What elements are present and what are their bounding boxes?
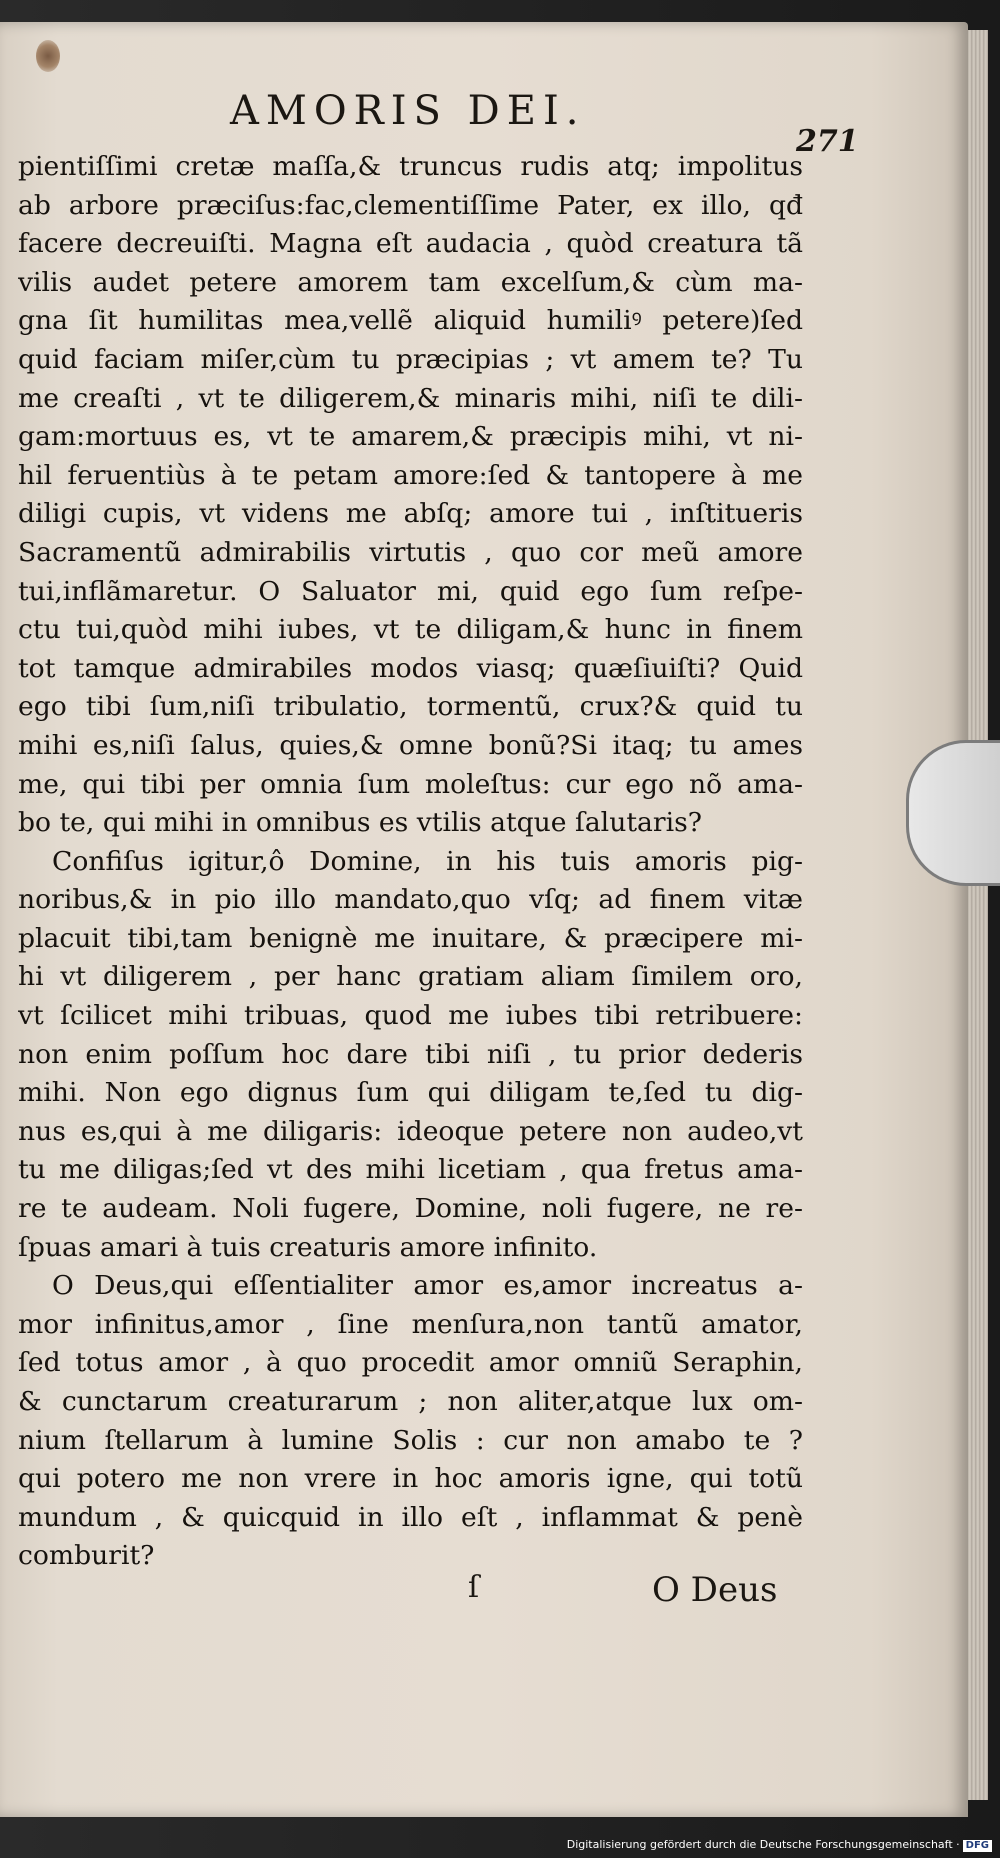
page-footer — [0, 1570, 968, 1630]
running-title: AMORIS DEI. — [230, 88, 586, 134]
text-line: placuit tibi,tam benignè me inuitare, & præcipere mi- — [18, 922, 803, 954]
text-line: ego tibi ſum,niſi tribulatio, tormentũ, crux?& quid tu — [18, 691, 803, 723]
text-line: Sacramentũ admirabilis virtutis , quo cor meũ amore — [18, 536, 803, 568]
text-line: tu me diligas;ſed vt des mihi licetiam , qua fretus ama- — [18, 1154, 803, 1186]
paragraph — [18, 1267, 803, 1568]
text-line: re te audeam. Noli fugere, Domine, noli fugere, ne re- — [18, 1193, 803, 1225]
ink-stain — [36, 40, 60, 72]
text-line: vt ſcilicet mihi tribuas, quod me iubes tibi retribuere: — [18, 1000, 803, 1032]
catchword: O Deus — [652, 1570, 778, 1610]
paragraph — [18, 148, 803, 843]
text-line: ſpuas amari à tuis creaturis amore infinito. — [18, 1231, 598, 1263]
text-line: tot tamque admirabiles modos viasq; quæſiuiſti? Quid — [18, 652, 803, 684]
text-line: Confiſus igitur,ô Domine, in his tuis amoris pig- — [52, 845, 803, 877]
text-line: tui,inflãmaretur. O Saluator mi, quid ego ſum reſpe- — [18, 575, 803, 607]
text-line: me, qui tibi per omnia ſum moleſtus: cur ego nõ ama- — [18, 768, 803, 800]
text-line: & cunctarum creaturarum ; non aliter,atque lux om- — [18, 1386, 803, 1417]
text-line: O Deus,qui eſſentialiter amor es,amor increatus a- — [52, 1270, 803, 1302]
page-edges — [968, 30, 988, 1800]
bookmark-slip — [906, 740, 1000, 886]
text-line: gna ſit humilitas mea,vellẽ aliquid humiliꝰ petere)ſed — [18, 305, 803, 337]
paragraph — [18, 843, 803, 1268]
text-line: facere decreuiſti. Magna eſt audacia , quòd creatura tã — [18, 228, 803, 260]
text-line: nium ſtellarum à lumine Solis : cur non amabo te ? — [18, 1424, 803, 1456]
credit-text: Digitalisierung gefördert durch die Deutsche Forschungsgemeinschaft · — [566, 1838, 960, 1851]
text-line: ab arbore præciſus:fac,clementiſſime Pater, ex illo, qđ — [18, 189, 803, 221]
page-header — [0, 88, 968, 159]
paragraphs — [18, 148, 803, 1568]
text-line: mihi es,niſi ſalus, quies,& omne bonũ?Si itaq; tu ames — [18, 729, 803, 761]
text-line: pientiſſimi cretæ maſſa,& truncus rudis atq; impolitus — [18, 151, 803, 182]
digitization-credit — [567, 1838, 992, 1852]
text-line: gam:mortuus es, vt te amarem,& præcipis mihi, vt ni- — [18, 421, 803, 453]
text-line: mihi. Non ego dignus ſum qui diligam te,ſed tu dig- — [18, 1077, 803, 1109]
text-line: nus es,qui à me diligaris: ideoque petere non audeo,vt — [18, 1115, 803, 1147]
text-line: bo te, qui mihi in omnibus es vtilis atque ſalutaris? — [18, 807, 702, 839]
text-line: ctu tui,quòd mihi iubes, vt te diligam,& hunc in finem — [18, 614, 803, 646]
text-line: mor infinitus,amor , ſine menſura,non tantũ amator, — [18, 1308, 803, 1340]
text-line: comburit? — [18, 1540, 155, 1568]
page-number: 271 — [796, 124, 859, 159]
text-line: noribus,& in pio illo mandato,quo vſq; ad finem vitæ — [18, 884, 803, 916]
body-text — [18, 148, 803, 1568]
text-line: quid faciam miſer,cùm tu præcipias ; vt amem te? Tu — [18, 343, 803, 375]
text-line: non enim poſſum hoc dare tibi niſi , tu prior dederis — [18, 1038, 803, 1070]
text-line: qui potero me non vrere in hoc amoris igne, qui totũ — [18, 1463, 803, 1495]
text-line: vilis audet petere amorem tam excelſum,& cùm ma- — [18, 266, 803, 298]
signature-mark: ſ — [468, 1570, 480, 1605]
text-line: ſed totus amor , à quo procedit amor omniũ Seraphin, — [18, 1347, 803, 1379]
dfg-logo: DFG — [963, 1840, 992, 1852]
text-line: hi vt diligerem , per hanc gratiam aliam ſimilem oro, — [18, 961, 803, 993]
text-line: me creaſti , vt te diligerem,& minaris mihi, niſi te dili- — [18, 382, 803, 414]
text-line: mundum , & quicquid in illo eſt , inflammat & penè — [18, 1501, 803, 1533]
text-line: hil feruentiùs à te petam amore:ſed & tantopere à me — [18, 459, 803, 491]
text-line: diligi cupis, vt videns me abſq; amore tui , inſtitueris — [18, 498, 803, 530]
